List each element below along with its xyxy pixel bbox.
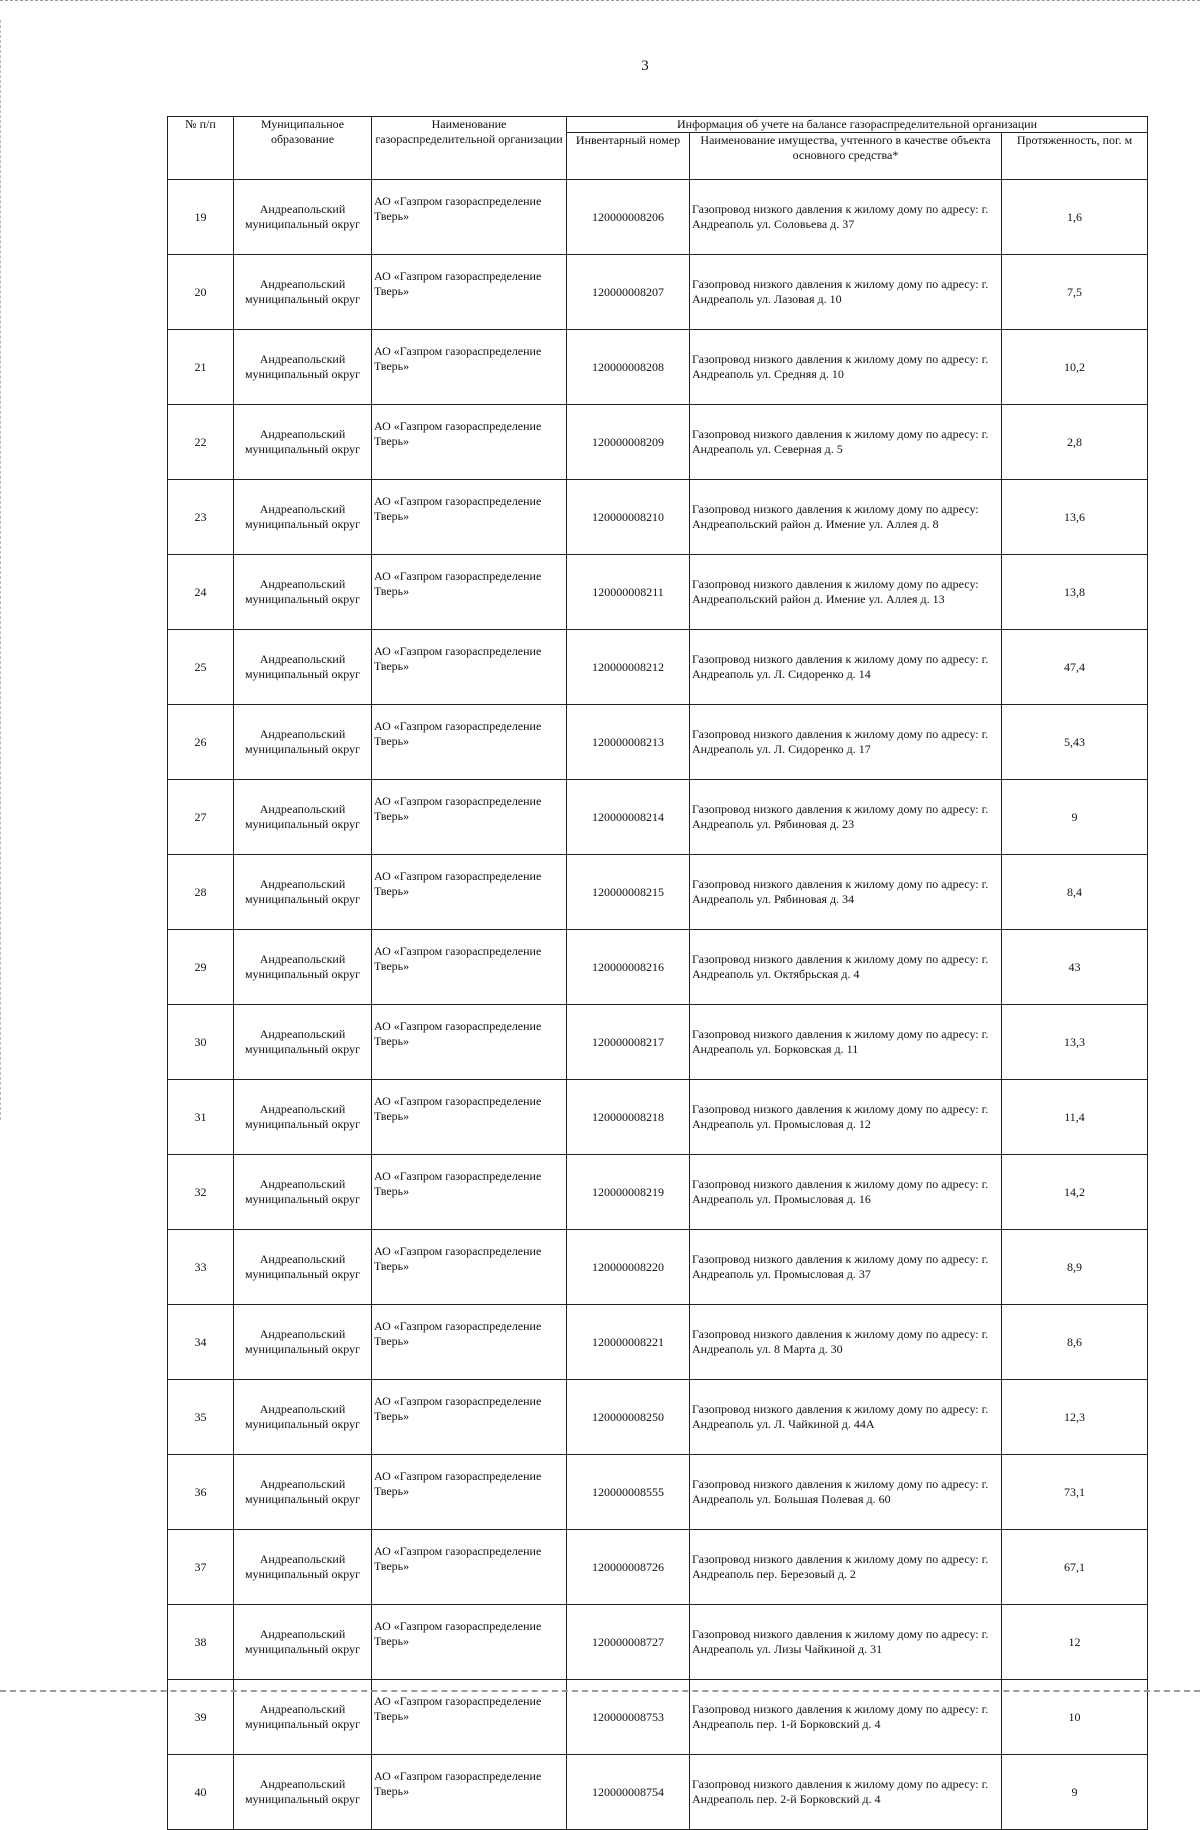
header-property-name: Наименование имущества, учтенного в качестве объекта основного средства* bbox=[690, 133, 1002, 180]
municipality-cell: Андреапольский муниципальный округ bbox=[234, 180, 372, 255]
inventory-number-cell: 120000008218 bbox=[567, 1080, 690, 1155]
row-number: 20 bbox=[168, 255, 234, 330]
municipality-cell: Андреапольский муниципальный округ bbox=[234, 1530, 372, 1605]
length-cell: 43 bbox=[1002, 930, 1148, 1005]
length-cell: 47,4 bbox=[1002, 630, 1148, 705]
property-name-cell: Газопровод низкого давления к жилому дому по адресу: Андреапольский район д. Имение ул. Аллея д. 8 bbox=[690, 480, 1002, 555]
length-cell: 8,6 bbox=[1002, 1305, 1148, 1380]
organization-cell: АО «Газпром газораспределение Тверь» bbox=[372, 1380, 567, 1455]
length-cell: 8,9 bbox=[1002, 1230, 1148, 1305]
table-row bbox=[168, 1005, 1148, 1080]
header-length: Протяженность, пог. м bbox=[1002, 133, 1148, 180]
organization-cell: АО «Газпром газораспределение Тверь» bbox=[372, 1005, 567, 1080]
inventory-number-cell: 120000008206 bbox=[567, 180, 690, 255]
length-cell: 9 bbox=[1002, 1755, 1148, 1830]
municipality-cell: Андреапольский муниципальный округ bbox=[234, 705, 372, 780]
table-body bbox=[168, 180, 1148, 1830]
property-name-cell: Газопровод низкого давления к жилому дому по адресу: г. Андреаполь ул. Соловьева д. 37 bbox=[690, 180, 1002, 255]
property-name-cell: Газопровод низкого давления к жилому дому по адресу: г. Андреаполь ул. Северная д. 5 bbox=[690, 405, 1002, 480]
length-cell: 2,8 bbox=[1002, 405, 1148, 480]
municipality-cell: Андреапольский муниципальный округ bbox=[234, 255, 372, 330]
table-row bbox=[168, 1080, 1148, 1155]
length-cell: 1,6 bbox=[1002, 180, 1148, 255]
inventory-number-cell: 120000008209 bbox=[567, 405, 690, 480]
organization-cell: АО «Газпром газораспределение Тверь» bbox=[372, 1455, 567, 1530]
inventory-number-cell: 120000008216 bbox=[567, 930, 690, 1005]
property-name-cell: Газопровод низкого давления к жилому дому по адресу: г. Андреаполь ул. Лизы Чайкиной д. 31 bbox=[690, 1605, 1002, 1680]
length-cell: 8,4 bbox=[1002, 855, 1148, 930]
row-number: 25 bbox=[168, 630, 234, 705]
row-number: 30 bbox=[168, 1005, 234, 1080]
property-name-cell: Газопровод низкого давления к жилому дому по адресу: г. Андреаполь ул. Л. Сидоренко д. 17 bbox=[690, 705, 1002, 780]
municipality-cell: Андреапольский муниципальный округ bbox=[234, 855, 372, 930]
municipality-cell: Андреапольский муниципальный округ bbox=[234, 405, 372, 480]
row-number: 40 bbox=[168, 1755, 234, 1830]
length-cell: 13,3 bbox=[1002, 1005, 1148, 1080]
property-name-cell: Газопровод низкого давления к жилому дому по адресу: г. Андреаполь пер. Березовый д. 2 bbox=[690, 1530, 1002, 1605]
scan-edge-left bbox=[0, 20, 3, 1120]
table-row bbox=[168, 1455, 1148, 1530]
length-cell: 10,2 bbox=[1002, 330, 1148, 405]
row-number: 21 bbox=[168, 330, 234, 405]
organization-cell: АО «Газпром газораспределение Тверь» bbox=[372, 1605, 567, 1680]
inventory-number-cell: 120000008214 bbox=[567, 780, 690, 855]
length-cell: 7,5 bbox=[1002, 255, 1148, 330]
length-cell: 9 bbox=[1002, 780, 1148, 855]
header-balance-group: Информация об учете на балансе газораспределительной организации bbox=[567, 117, 1148, 133]
organization-cell: АО «Газпром газораспределение Тверь» bbox=[372, 330, 567, 405]
organization-cell: АО «Газпром газораспределение Тверь» bbox=[372, 555, 567, 630]
table-row bbox=[168, 780, 1148, 855]
municipality-cell: Андреапольский муниципальный округ bbox=[234, 1305, 372, 1380]
organization-cell: АО «Газпром газораспределение Тверь» bbox=[372, 255, 567, 330]
organization-cell: АО «Газпром газораспределение Тверь» bbox=[372, 1530, 567, 1605]
organization-cell: АО «Газпром газораспределение Тверь» bbox=[372, 405, 567, 480]
row-number: 32 bbox=[168, 1155, 234, 1230]
property-name-cell: Газопровод низкого давления к жилому дому по адресу: г. Андреаполь ул. 8 Марта д. 30 bbox=[690, 1305, 1002, 1380]
table-row bbox=[168, 1605, 1148, 1680]
inventory-number-cell: 120000008250 bbox=[567, 1380, 690, 1455]
inventory-number-cell: 120000008215 bbox=[567, 855, 690, 930]
table-row bbox=[168, 630, 1148, 705]
municipality-cell: Андреапольский муниципальный округ bbox=[234, 480, 372, 555]
inventory-number-cell: 120000008208 bbox=[567, 330, 690, 405]
row-number: 31 bbox=[168, 1080, 234, 1155]
municipality-cell: Андреапольский муниципальный округ bbox=[234, 1605, 372, 1680]
inventory-number-cell: 120000008211 bbox=[567, 555, 690, 630]
municipality-cell: Андреапольский муниципальный округ bbox=[234, 1230, 372, 1305]
municipality-cell: Андреапольский муниципальный округ bbox=[234, 1380, 372, 1455]
length-cell: 14,2 bbox=[1002, 1155, 1148, 1230]
inventory-number-cell: 120000008220 bbox=[567, 1230, 690, 1305]
length-cell: 11,4 bbox=[1002, 1080, 1148, 1155]
municipality-cell: Андреапольский муниципальный округ bbox=[234, 1005, 372, 1080]
organization-cell: АО «Газпром газораспределение Тверь» bbox=[372, 1155, 567, 1230]
table-row bbox=[168, 480, 1148, 555]
page-number: 3 bbox=[641, 58, 649, 74]
property-name-cell: Газопровод низкого давления к жилому дому по адресу: Андреапольский район д. Имение ул. Аллея д. 13 bbox=[690, 555, 1002, 630]
property-name-cell: Газопровод низкого давления к жилому дому по адресу: г. Андреаполь ул. Большая Полевая д. 60 bbox=[690, 1455, 1002, 1530]
property-name-cell: Газопровод низкого давления к жилому дому по адресу: г. Андреаполь ул. Л. Чайкиной д. 44А bbox=[690, 1380, 1002, 1455]
organization-cell: АО «Газпром газораспределение Тверь» bbox=[372, 480, 567, 555]
length-cell: 73,1 bbox=[1002, 1455, 1148, 1530]
municipality-cell: Андреапольский муниципальный округ bbox=[234, 930, 372, 1005]
header-num: № п/п bbox=[168, 117, 234, 180]
header-municipality: Муниципальное образование bbox=[234, 117, 372, 180]
row-number: 27 bbox=[168, 780, 234, 855]
organization-cell: АО «Газпром газораспределение Тверь» bbox=[372, 705, 567, 780]
row-number: 39 bbox=[168, 1680, 234, 1755]
organization-cell: АО «Газпром газораспределение Тверь» bbox=[372, 1755, 567, 1830]
municipality-cell: Андреапольский муниципальный округ bbox=[234, 1080, 372, 1155]
row-number: 19 bbox=[168, 180, 234, 255]
row-number: 36 bbox=[168, 1455, 234, 1530]
row-number: 24 bbox=[168, 555, 234, 630]
municipality-cell: Андреапольский муниципальный округ bbox=[234, 1455, 372, 1530]
row-number: 29 bbox=[168, 930, 234, 1005]
length-cell: 13,8 bbox=[1002, 555, 1148, 630]
row-number: 37 bbox=[168, 1530, 234, 1605]
length-cell: 10 bbox=[1002, 1680, 1148, 1755]
municipality-cell: Андреапольский муниципальный округ bbox=[234, 1155, 372, 1230]
length-cell: 12 bbox=[1002, 1605, 1148, 1680]
organization-cell: АО «Газпром газораспределение Тверь» bbox=[372, 1305, 567, 1380]
organization-cell: АО «Газпром газораспределение Тверь» bbox=[372, 1230, 567, 1305]
gas-pipeline-table bbox=[167, 116, 1148, 1830]
table-row bbox=[168, 1380, 1148, 1455]
property-name-cell: Газопровод низкого давления к жилому дому по адресу: г. Андреаполь пер. 2-й Борковский д. 4 bbox=[690, 1755, 1002, 1830]
organization-cell: АО «Газпром газораспределение Тверь» bbox=[372, 1080, 567, 1155]
property-name-cell: Газопровод низкого давления к жилому дому по адресу: г. Андреаполь ул. Л. Сидоренко д. 14 bbox=[690, 630, 1002, 705]
property-name-cell: Газопровод низкого давления к жилому дому по адресу: г. Андреаполь ул. Лазовая д. 10 bbox=[690, 255, 1002, 330]
length-cell: 13,6 bbox=[1002, 480, 1148, 555]
length-cell: 5,43 bbox=[1002, 705, 1148, 780]
table-row bbox=[168, 1305, 1148, 1380]
inventory-number-cell: 120000008727 bbox=[567, 1605, 690, 1680]
row-number: 22 bbox=[168, 405, 234, 480]
inventory-number-cell: 120000008726 bbox=[567, 1530, 690, 1605]
header-inventory: Инвентарный номер bbox=[567, 133, 690, 180]
row-number: 28 bbox=[168, 855, 234, 930]
inventory-number-cell: 120000008221 bbox=[567, 1305, 690, 1380]
property-name-cell: Газопровод низкого давления к жилому дому по адресу: г. Андреаполь ул. Промысловая д. 37 bbox=[690, 1230, 1002, 1305]
municipality-cell: Андреапольский муниципальный округ bbox=[234, 555, 372, 630]
inventory-number-cell: 120000008207 bbox=[567, 255, 690, 330]
organization-cell: АО «Газпром газораспределение Тверь» bbox=[372, 1680, 567, 1755]
municipality-cell: Андреапольский муниципальный округ bbox=[234, 1680, 372, 1755]
municipality-cell: Андреапольский муниципальный округ bbox=[234, 780, 372, 855]
municipality-cell: Андреапольский муниципальный округ bbox=[234, 330, 372, 405]
inventory-number-cell: 120000008555 bbox=[567, 1455, 690, 1530]
row-number: 23 bbox=[168, 480, 234, 555]
inventory-number-cell: 120000008213 bbox=[567, 705, 690, 780]
organization-cell: АО «Газпром газораспределение Тверь» bbox=[372, 180, 567, 255]
table-row bbox=[168, 330, 1148, 405]
length-cell: 67,1 bbox=[1002, 1530, 1148, 1605]
inventory-number-cell: 120000008753 bbox=[567, 1680, 690, 1755]
table-row bbox=[168, 930, 1148, 1005]
organization-cell: АО «Газпром газораспределение Тверь» bbox=[372, 630, 567, 705]
organization-cell: АО «Газпром газораспределение Тверь» bbox=[372, 780, 567, 855]
scan-edge-bottom bbox=[0, 1690, 1200, 1692]
length-cell: 12,3 bbox=[1002, 1380, 1148, 1455]
table-row bbox=[168, 180, 1148, 255]
property-name-cell: Газопровод низкого давления к жилому дому по адресу: г. Андреаполь ул. Промысловая д. 12 bbox=[690, 1080, 1002, 1155]
row-number: 38 bbox=[168, 1605, 234, 1680]
property-name-cell: Газопровод низкого давления к жилому дому по адресу: г. Андреаполь ул. Октябрьская д. 4 bbox=[690, 930, 1002, 1005]
property-name-cell: Газопровод низкого давления к жилому дому по адресу: г. Андреаполь ул. Средняя д. 10 bbox=[690, 330, 1002, 405]
table-row bbox=[168, 405, 1148, 480]
inventory-number-cell: 120000008219 bbox=[567, 1155, 690, 1230]
header-organization: Наименование газораспределительной организации bbox=[372, 117, 567, 180]
row-number: 33 bbox=[168, 1230, 234, 1305]
table-row bbox=[168, 255, 1148, 330]
property-name-cell: Газопровод низкого давления к жилому дому по адресу: г. Андреаполь ул. Промысловая д. 16 bbox=[690, 1155, 1002, 1230]
inventory-number-cell: 120000008754 bbox=[567, 1755, 690, 1830]
table-row bbox=[168, 555, 1148, 630]
inventory-number-cell: 120000008210 bbox=[567, 480, 690, 555]
property-name-cell: Газопровод низкого давления к жилому дому по адресу: г. Андреаполь ул. Рябиновая д. 34 bbox=[690, 855, 1002, 930]
municipality-cell: Андреапольский муниципальный округ bbox=[234, 1755, 372, 1830]
organization-cell: АО «Газпром газораспределение Тверь» bbox=[372, 855, 567, 930]
table-row bbox=[168, 705, 1148, 780]
table-row bbox=[168, 1530, 1148, 1605]
row-number: 34 bbox=[168, 1305, 234, 1380]
property-name-cell: Газопровод низкого давления к жилому дому по адресу: г. Андреаполь пер. 1-й Борковский д. 4 bbox=[690, 1680, 1002, 1755]
inventory-number-cell: 120000008212 bbox=[567, 630, 690, 705]
row-number: 35 bbox=[168, 1380, 234, 1455]
property-name-cell: Газопровод низкого давления к жилому дому по адресу: г. Андреаполь ул. Рябиновая д. 23 bbox=[690, 780, 1002, 855]
table-row bbox=[168, 1755, 1148, 1830]
property-name-cell: Газопровод низкого давления к жилому дому по адресу: г. Андреаполь ул. Борковская д. 11 bbox=[690, 1005, 1002, 1080]
table-row bbox=[168, 1155, 1148, 1230]
organization-cell: АО «Газпром газораспределение Тверь» bbox=[372, 930, 567, 1005]
scan-edge-top bbox=[0, 0, 1200, 1]
inventory-number-cell: 120000008217 bbox=[567, 1005, 690, 1080]
table-row bbox=[168, 855, 1148, 930]
row-number: 26 bbox=[168, 705, 234, 780]
municipality-cell: Андреапольский муниципальный округ bbox=[234, 630, 372, 705]
table-row bbox=[168, 1230, 1148, 1305]
